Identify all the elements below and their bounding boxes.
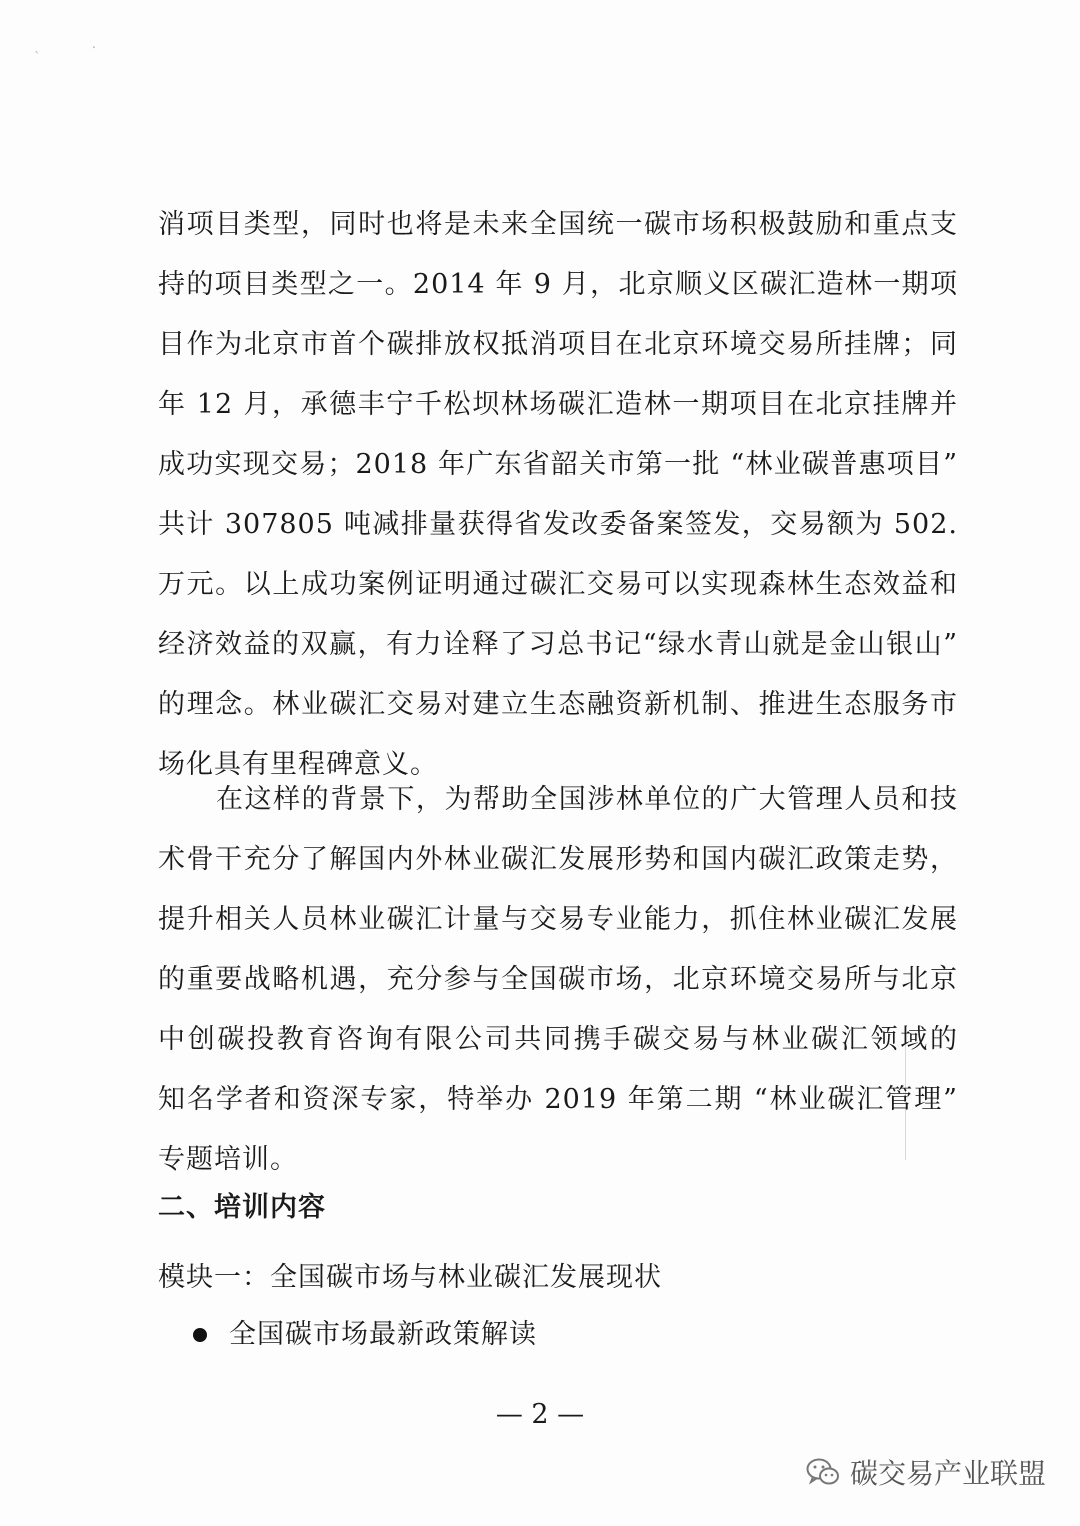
bullet-text: 全国碳市场最新政策解读 bbox=[229, 1319, 537, 1350]
text-line: 万元。以上成功案例证明通过碳汇交易可以实现森林生态效益和 bbox=[158, 569, 958, 600]
text-line: 术骨干充分了解国内外林业碳汇发展形势和国内碳汇政策走势， bbox=[158, 844, 958, 875]
text-line: 的重要战略机遇，充分参与全国碳市场，北京环境交易所与北京 bbox=[158, 964, 958, 995]
scan-speck: ˋ bbox=[34, 50, 41, 66]
bullet-item bbox=[193, 1305, 537, 1365]
page-number: — 2 — bbox=[495, 1399, 585, 1430]
text-line: 共计 307805 吨减排量获得省发改委备案签发，交易额为 502. bbox=[158, 509, 958, 540]
text-line: 中创碳投教育咨询有限公司共同携手碳交易与林业碳汇领域的 bbox=[158, 1024, 958, 1055]
module-title: 模块一：全国碳市场与林业碳汇发展现状 bbox=[158, 1262, 662, 1293]
watermark bbox=[806, 1452, 1046, 1492]
text-line: 年 12 月，承德丰宁千松坝林场碳汇造林一期项目在北京挂牌并 bbox=[158, 389, 958, 420]
paragraph-2 bbox=[158, 770, 958, 1190]
section-heading: 二、培训内容 bbox=[158, 1192, 326, 1223]
text-line: 提升相关人员林业碳汇计量与交易专业能力，抓住林业碳汇发展 bbox=[158, 904, 958, 935]
text-line: 持的项目类型之一。2014 年 9 月，北京顺义区碳汇造林一期项 bbox=[158, 269, 958, 300]
watermark-text: 碳交易产业联盟 bbox=[849, 1457, 1046, 1490]
text-line: 在这样的背景下，为帮助全国涉林单位的广大管理人员和技 bbox=[216, 784, 958, 815]
text-line: 专题培训。 bbox=[158, 1144, 298, 1175]
scan-speck: ⸳ bbox=[92, 38, 96, 54]
paragraph-1 bbox=[158, 195, 958, 795]
text-line: 成功实现交易；2018 年广东省韶关市第一批 “林业碳普惠项目” bbox=[158, 449, 958, 480]
text-line: 知名学者和资深专家，特举办 2019 年第二期 “林业碳汇管理” bbox=[158, 1084, 958, 1115]
text-line: 消项目类型，同时也将是未来全国统一碳市场积极鼓励和重点支 bbox=[158, 209, 958, 240]
text-line: 目作为北京市首个碳排放权抵消项目在北京环境交易所挂牌；同 bbox=[158, 329, 958, 360]
bullet-icon bbox=[193, 1328, 207, 1342]
text-line: 场化具有里程碑意义。 bbox=[158, 749, 438, 780]
text-line: 的理念。林业碳汇交易对建立生态融资新机制、推进生态服务市 bbox=[158, 689, 958, 720]
wechat-icon bbox=[806, 1457, 840, 1487]
text-line: 经济效益的双赢，有力诠释了习总书记“绿水青山就是金山银山” bbox=[158, 629, 958, 660]
